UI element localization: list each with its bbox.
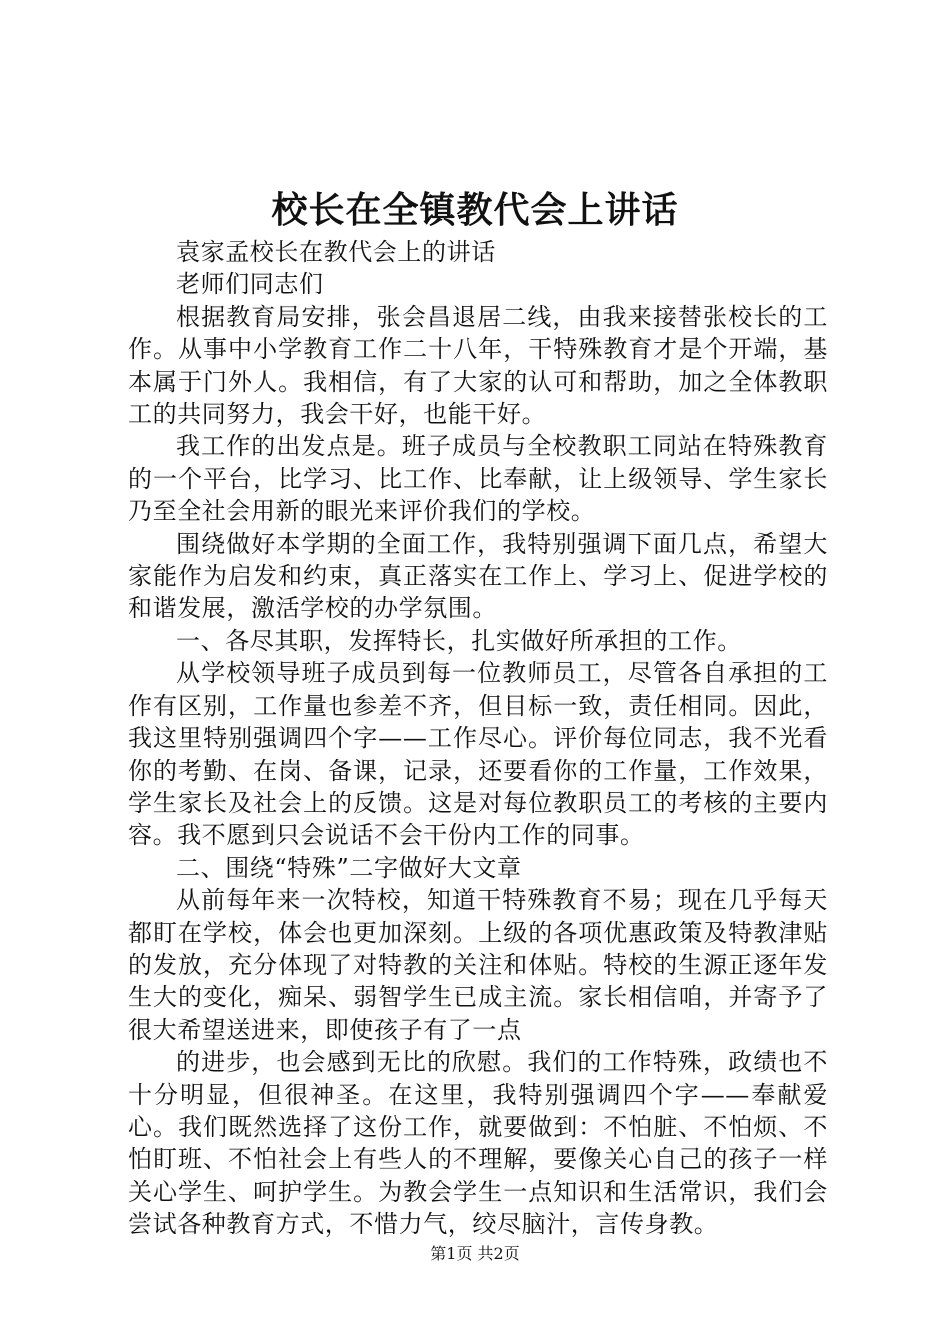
document-title: 校长在全镇教代会上讲话: [271, 189, 679, 231]
paragraph: 我工作的出发点是。班子成员与全校教职工同站在特殊教育的一个平台，比学习、比工作、比奉献，让上级领导、学生家长乃至全社会用新的眼光来评价我们的学校。: [128, 432, 828, 526]
paragraph: 从学校领导班子成员到每一位教师员工，尽管各自承担的工作有区别，工作量也参差不齐，但目标一致，责任相同。因此，我这里特别强调四个字——工作尽心。评价每位同志，我不光看你的考勤、在岗、备课，记录，还要看你的工作量，工作效果，学生家长及社会上的反馈。这是对每位教职员工的考核的主要内容。我不愿到只会说话不会干份内工作的同事。: [128, 659, 828, 850]
section-heading-1: 一、各尽其职，发挥特长，扎实做好所承担的工作。: [176, 626, 742, 655]
document-body: [128, 236, 828, 1241]
section-heading-2: 二、围绕“特殊”二字做好大文章: [176, 853, 522, 882]
page-number-footer: 第1页 共2页: [430, 1244, 520, 1263]
paragraph: 根据教育局安排，张会昌退居二线，由我来接替张校长的工作。从事中小学教育工作二十八年，干特殊教育才是个开端，基本属于门外人。我相信，有了大家的认可和帮助，加之全体教职工的共同努力，我会干好，也能干好。: [128, 302, 828, 429]
paragraph-salutation: 老师们同志们: [176, 270, 324, 299]
paragraph-heading-speaker: 袁家孟校长在教代会上的讲话: [176, 238, 496, 266]
paragraph: 围绕做好本学期的全面工作，我特别强调下面几点，希望大家能作为启发和约束，真正落实在工作上、学习上、促进学校的和谐发展，激活学校的办学氛围。: [128, 529, 828, 623]
paragraph: 的进步，也会感到无比的欣慰。我们的工作特殊，政绩也不十分明显，但很神圣。在这里，我特别强调四个字——奉献爱心。我们既然选择了这份工作，就要做到：不怕脏、不怕烦、不怕盯班、不怕社会上有些人的不理解，要像关心自己的孩子一样关心学生、呵护学生。为教会学生一点知识和生活常识，我们会尝试各种教育方式，不惜力气，绞尽脑汁，言传身教。: [128, 1048, 828, 1239]
paragraph: 从前每年来一次特校，知道干特殊教育不易；现在几乎每天都盯在学校，体会也更加深刻。上级的各项优惠政策及特教津贴的发放，充分体现了对特教的关注和体贴。特校的生源正逐年发生大的变化，痴呆、弱智学生已成主流。家长相信咱，并寄予了很大希望送进来，即使孩子有了一点: [128, 886, 828, 1044]
